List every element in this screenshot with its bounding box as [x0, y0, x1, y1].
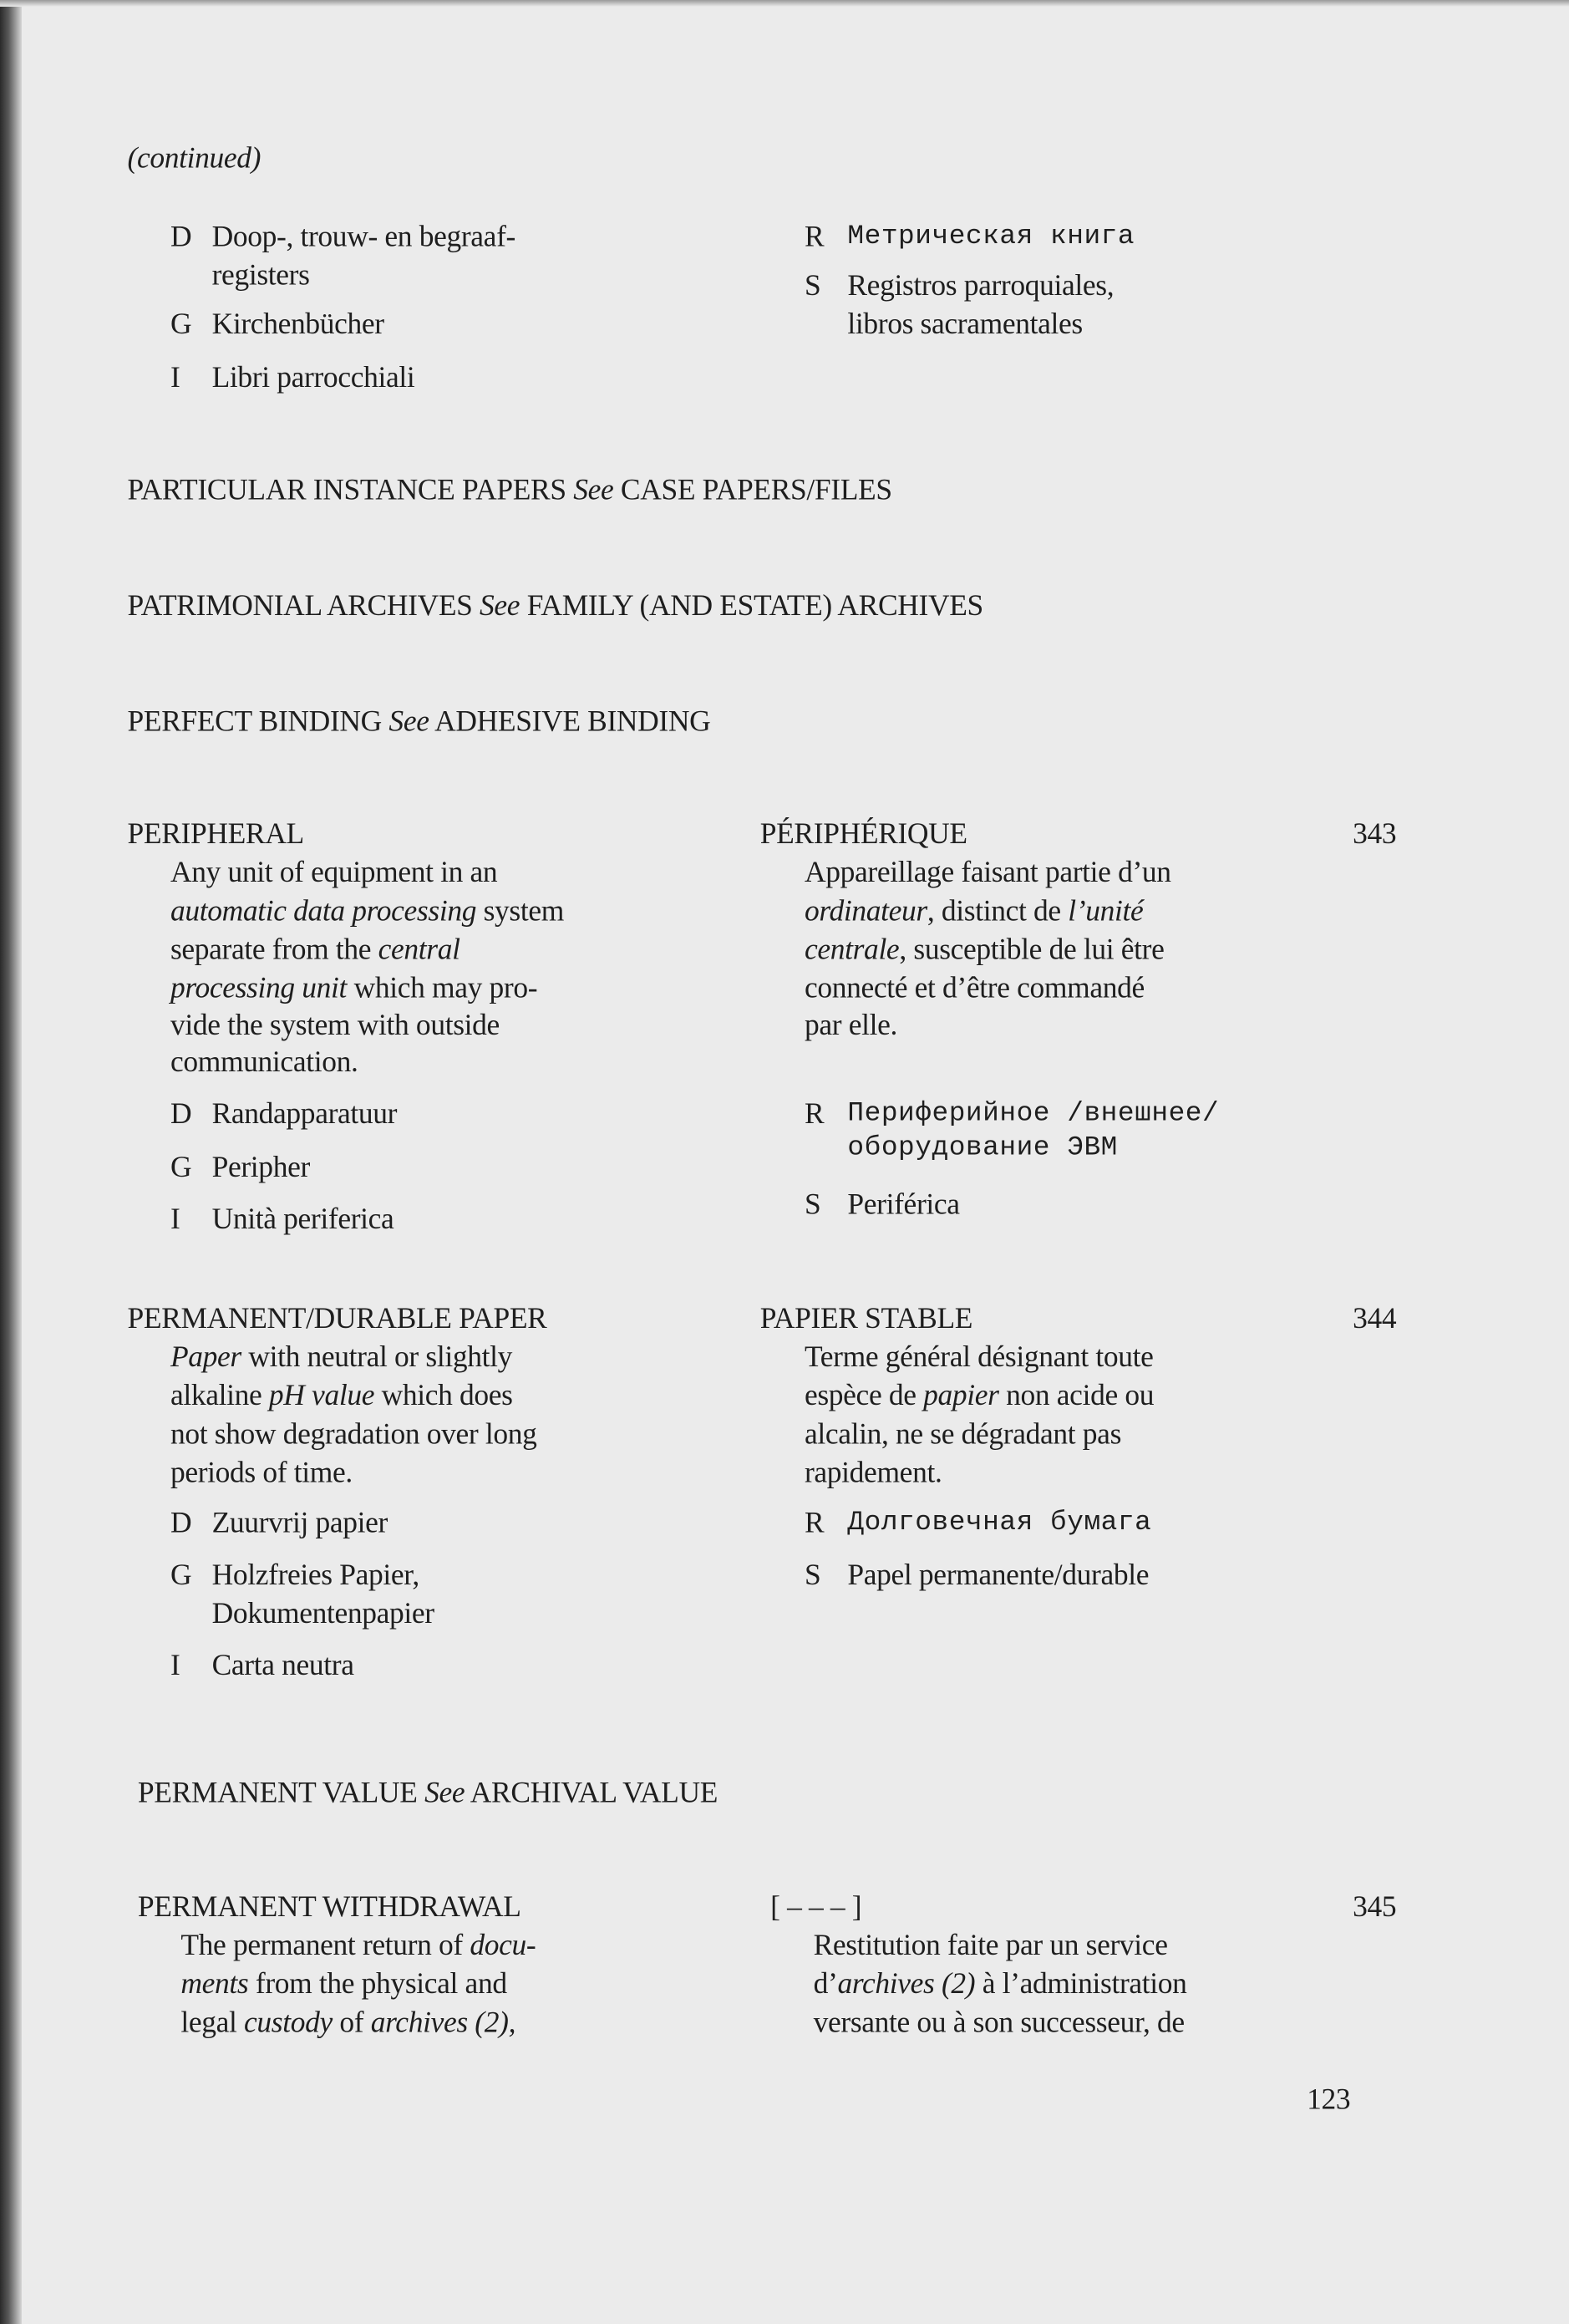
text-segment: which does — [374, 1380, 513, 1413]
text-segment: from the physical and — [248, 1968, 507, 2001]
text-segment: ARCHIVAL VALUE — [465, 1777, 718, 1810]
equivalent-term: Unità periferica — [211, 1203, 394, 1237]
italic-text-segment: custody — [244, 2006, 333, 2040]
text-segment: The permanent return of — [180, 1929, 470, 1962]
text-segment: CASE PAPERS/FILES — [613, 474, 892, 507]
italic-text-segment: centrale — [804, 933, 900, 967]
definition-line — [170, 892, 564, 931]
italic-text-segment: archives (2) — [837, 1968, 976, 2001]
definition-line — [170, 969, 537, 1008]
definition-line — [170, 1454, 353, 1493]
italic-text-segment: See — [480, 589, 520, 623]
definition-line-fr — [805, 1376, 1154, 1415]
definition-line-fr — [805, 892, 1143, 931]
term-english: PERMANENT/DURABLE PAPER — [127, 1302, 547, 1335]
definition-line-fr — [805, 931, 1165, 969]
italic-text-segment: l’unité — [1068, 895, 1144, 928]
text-segment: Restitution faite par un service — [813, 1929, 1168, 1962]
text-segment: à l’administration — [975, 1968, 1187, 2001]
term-french: PAPIER STABLE — [759, 1302, 973, 1335]
equivalent-term-russian: оборудование ЭВМ — [847, 1131, 1118, 1164]
equivalent-term: Dokumentenpapier — [211, 1597, 434, 1630]
definition-line — [170, 853, 497, 892]
lang-code: R — [804, 1507, 825, 1540]
equivalent-term: Carta neutra — [211, 1649, 354, 1682]
lang-code: D — [170, 1507, 192, 1540]
text-segment: , susceptible de lui être — [899, 933, 1165, 967]
lang-code: G — [170, 1559, 192, 1592]
equivalent-term: Registros parroquiales, — [847, 269, 1115, 303]
definition-line — [180, 1926, 536, 1965]
text-segment: which may pro- — [347, 972, 538, 1005]
text-segment: not show degradation over long — [170, 1418, 537, 1452]
term-french: PÉRIPHÉRIQUE — [759, 817, 967, 851]
text-segment: par elle. — [804, 1009, 897, 1042]
cross-reference — [128, 471, 892, 510]
lang-code: S — [804, 269, 821, 303]
italic-text-segment: ments — [180, 1968, 249, 2001]
cross-reference — [128, 587, 983, 625]
italic-text-segment: pH value — [268, 1380, 375, 1413]
equivalent-term: Kirchenbücher — [211, 308, 384, 341]
lang-code: R — [804, 1098, 825, 1131]
definition-line-fr — [805, 1454, 942, 1493]
lang-code: G — [170, 1151, 192, 1184]
text-segment: PARTICULAR INSTANCE PAPERS — [127, 474, 574, 507]
text-segment: Appareillage faisant partie d’un — [804, 857, 1171, 890]
cross-reference — [138, 1774, 718, 1813]
text-segment: PERMANENT VALUE — [137, 1777, 425, 1810]
term-english: PERMANENT WITHDRAWAL — [137, 1890, 521, 1924]
entry-number: 344 — [1353, 1302, 1397, 1335]
equivalent-term: Libri parrocchiali — [211, 361, 415, 394]
lang-code: G — [170, 308, 192, 341]
italic-text-segment: (continued) — [127, 142, 262, 175]
text-segment: alcalin, ne se dégradant pas — [804, 1418, 1122, 1452]
equivalent-term: Papel permanente/durable — [847, 1559, 1150, 1592]
lang-code: R — [804, 221, 825, 254]
text-segment: Any unit of equipment in an — [170, 857, 498, 890]
equivalent-term: Randapparatuur — [211, 1098, 398, 1131]
text-segment: connecté et d’être commandé — [804, 972, 1145, 1005]
lang-code: I — [170, 361, 180, 394]
text-segment: espèce de — [804, 1380, 924, 1413]
italic-text-segment: See — [388, 705, 429, 739]
italic-text-segment: Paper — [170, 1340, 241, 1374]
italic-text-segment: See — [573, 474, 614, 507]
italic-text-segment: papier — [923, 1380, 999, 1413]
definition-line-fr — [805, 853, 1171, 892]
italic-text-segment: archives (2), — [370, 2006, 516, 2040]
equivalent-term: Zuurvrij papier — [211, 1507, 388, 1540]
text-segment: non acide ou — [998, 1380, 1155, 1413]
definition-line — [170, 1338, 512, 1376]
definition-line — [180, 1965, 506, 2004]
definition-line-fr — [805, 969, 1145, 1008]
definition-line — [170, 1416, 537, 1454]
equivalent-term-russian: Периферийное /внешнее/ — [847, 1098, 1220, 1130]
definition-line-fr — [805, 1338, 1154, 1376]
text-segment: versante ou à son successeur, de — [813, 2006, 1185, 2040]
definition-line-fr — [814, 1926, 1168, 1965]
text-segment: of — [332, 2006, 371, 2040]
italic-text-segment: ordinateur — [804, 895, 927, 928]
equivalent-term-russian: Долговечная бумага — [847, 1507, 1152, 1538]
italic-text-segment: central — [378, 933, 460, 967]
equivalent-term: libros sacramentales — [847, 308, 1083, 341]
text-segment: vide the system with outside — [170, 1009, 500, 1042]
lang-code: D — [170, 221, 192, 254]
text-segment: d’ — [813, 1968, 838, 2001]
definition-line — [170, 931, 460, 969]
text-segment: PERFECT BINDING — [127, 705, 389, 739]
equivalent-term-russian: Метрическая книга — [847, 221, 1135, 252]
definition-line-fr — [805, 1416, 1121, 1454]
equivalent-term: Doop-, trouw- en begraaf- — [211, 221, 516, 254]
term-french-placeholder: [ – – – ] — [770, 1890, 862, 1924]
lang-code: D — [170, 1098, 192, 1131]
continued-label — [128, 140, 262, 178]
text-segment: , distinct de — [927, 895, 1069, 928]
lang-code: I — [170, 1649, 180, 1682]
equivalent-term: Peripher — [211, 1151, 310, 1184]
cross-reference — [128, 703, 711, 741]
text-segment: legal — [180, 2006, 245, 2040]
entry-number: 343 — [1353, 817, 1397, 851]
definition-line-fr — [814, 1965, 1187, 2004]
page-number: 123 — [1307, 2083, 1351, 2117]
definition-line-fr — [814, 2004, 1185, 2042]
text-segment: rapidement. — [804, 1457, 942, 1490]
text-segment: ADHESIVE BINDING — [429, 705, 711, 739]
definition-line — [170, 1376, 513, 1415]
definition-line — [170, 1043, 358, 1081]
definition-line-fr — [805, 1006, 897, 1045]
equivalent-term: Periférica — [847, 1188, 960, 1222]
italic-text-segment: automatic data processing — [170, 895, 477, 928]
entry-number: 345 — [1353, 1890, 1397, 1924]
text-segment: separate from the — [170, 933, 378, 967]
text-segment: Terme général désignant toute — [804, 1340, 1154, 1374]
text-segment: system — [476, 895, 565, 928]
text-segment: communication. — [170, 1046, 358, 1080]
italic-text-segment: docu- — [470, 1929, 536, 1962]
text-segment: periods of time. — [170, 1457, 353, 1490]
lang-code: S — [804, 1559, 821, 1592]
lang-code: S — [804, 1188, 821, 1222]
text-segment: PATRIMONIAL ARCHIVES — [127, 589, 480, 623]
text-segment: alkaline — [170, 1380, 269, 1413]
definition-line — [180, 2004, 515, 2042]
term-english: PERIPHERAL — [127, 817, 304, 851]
equivalent-term: Holzfreies Papier, — [211, 1559, 419, 1592]
text-segment: FAMILY (AND ESTATE) ARCHIVES — [520, 589, 983, 623]
italic-text-segment: processing unit — [170, 972, 348, 1005]
equivalent-term: registers — [211, 259, 310, 292]
definition-line — [170, 1006, 500, 1045]
text-segment: with neutral or slightly — [241, 1340, 512, 1374]
lang-code: I — [170, 1203, 180, 1237]
italic-text-segment: See — [424, 1777, 465, 1810]
